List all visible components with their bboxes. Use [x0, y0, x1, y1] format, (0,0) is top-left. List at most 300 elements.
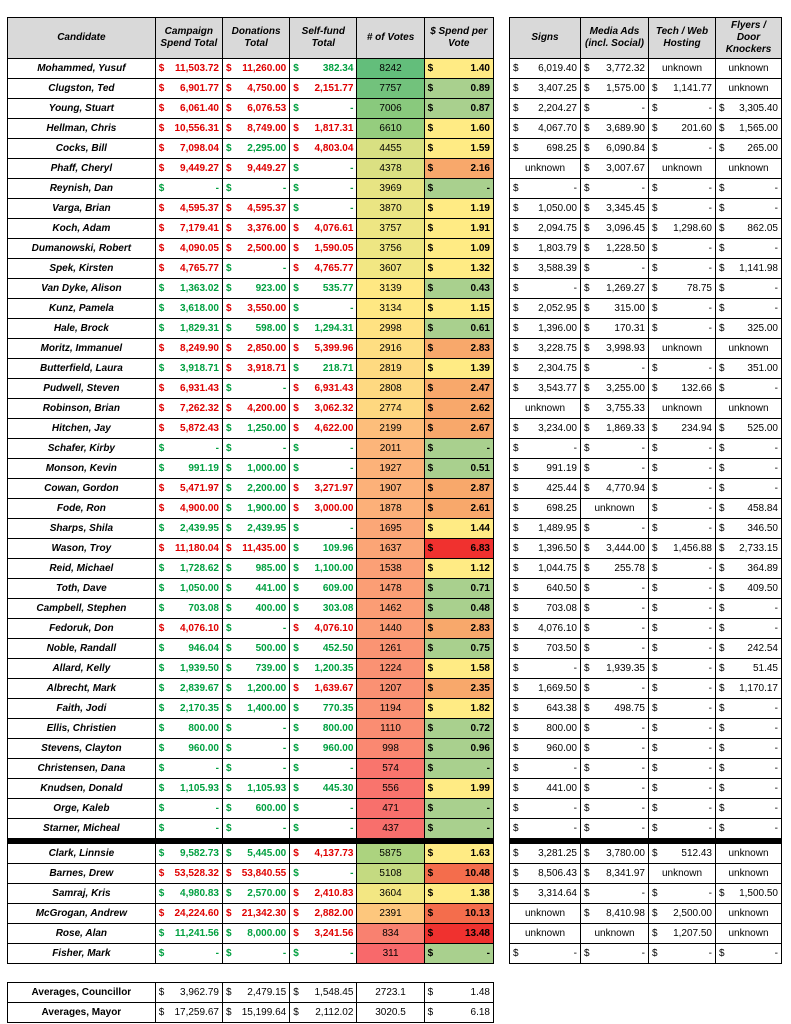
self-fund-cell: $ -: [290, 159, 357, 179]
tech-web-cell: $ -: [649, 819, 716, 839]
votes-cell: 5108: [357, 864, 424, 884]
spend-per-vote-cell: $ 2.87: [424, 479, 493, 499]
spend-per-vote-cell: $ 1.58: [424, 659, 493, 679]
tech-web-cell: $ -: [649, 179, 716, 199]
averages-row: [8, 983, 494, 1003]
media-ads-cell: $ -: [581, 799, 649, 819]
self-fund-cell: $ 2,151.77: [290, 79, 357, 99]
spend-per-vote-cell: $ 2.67: [424, 419, 493, 439]
votes-cell: 1462: [357, 599, 424, 619]
votes-cell: 311: [357, 944, 424, 964]
signs-cell: $ 441.00: [510, 779, 581, 799]
breakdown-row: [510, 844, 782, 864]
spend-per-vote-cell: $ 1.12: [424, 559, 493, 579]
candidate-name: Reid, Michael: [8, 559, 156, 579]
donations-cell: $ 400.00: [222, 599, 289, 619]
signs-cell: $ 3,314.64: [510, 884, 581, 904]
self-fund-cell: $ 535.77: [290, 279, 357, 299]
candidate-name: Cocks, Bill: [8, 139, 156, 159]
flyers-cell: $ 364.89: [716, 559, 782, 579]
header-signs: Signs: [510, 18, 581, 59]
donations-cell: $ -: [222, 379, 289, 399]
table-row: [8, 299, 494, 319]
campaign-spend-cell: $ 11,241.56: [155, 924, 222, 944]
flyers-cell: unknown: [716, 844, 782, 864]
campaign-spend-cell: $ 3,918.71: [155, 359, 222, 379]
breakdown-row: [510, 639, 782, 659]
table-row: [8, 439, 494, 459]
self-fund-cell: $ -: [290, 519, 357, 539]
spend-per-vote-cell: $ 0.72: [424, 719, 493, 739]
table-row: [8, 759, 494, 779]
spend-per-vote-cell: $ 1.15: [424, 299, 493, 319]
campaign-spend-cell: $ -: [155, 759, 222, 779]
self-fund-cell: $ 452.50: [290, 639, 357, 659]
tech-web-cell: $ -: [649, 679, 716, 699]
flyers-cell: $ -: [716, 759, 782, 779]
tech-web-cell: $ -: [649, 439, 716, 459]
signs-cell: $ 703.08: [510, 599, 581, 619]
tech-web-cell: unknown: [649, 399, 716, 419]
campaign-spend-cell: $ 4,595.37: [155, 199, 222, 219]
signs-cell: $ -: [510, 179, 581, 199]
campaign-spend-cell: $ 960.00: [155, 739, 222, 759]
media-ads-cell: $ 1,269.27: [581, 279, 649, 299]
candidate-name: Ellis, Christien: [8, 719, 156, 739]
donations-cell: $ 923.00: [222, 279, 289, 299]
spend-per-vote-cell: $ 2.61: [424, 499, 493, 519]
tech-web-cell: $ 512.43: [649, 844, 716, 864]
flyers-cell: $ 525.00: [716, 419, 782, 439]
average-don-cell: $ 2,479.15: [222, 983, 289, 1003]
tech-web-cell: $ -: [649, 239, 716, 259]
donations-cell: $ 2,295.00: [222, 139, 289, 159]
flyers-cell: $ 1,141.98: [716, 259, 782, 279]
table-row: [8, 139, 494, 159]
media-ads-cell: $ -: [581, 439, 649, 459]
donations-cell: $ 21,342.30: [222, 904, 289, 924]
tech-web-cell: $ -: [649, 944, 716, 964]
campaign-spend-cell: $ 1,829.31: [155, 319, 222, 339]
media-ads-cell: $ 3,345.45: [581, 199, 649, 219]
spend-per-vote-cell: $ 1.32: [424, 259, 493, 279]
spend-per-vote-cell: $ 13.48: [424, 924, 493, 944]
votes-cell: 1927: [357, 459, 424, 479]
table-row: [8, 699, 494, 719]
media-ads-cell: $ -: [581, 739, 649, 759]
spending-table: [7, 17, 494, 964]
breakdown-row: [510, 399, 782, 419]
table-row: [8, 179, 494, 199]
spend-per-vote-cell: $ -: [424, 179, 493, 199]
candidate-name: Rose, Alan: [8, 924, 156, 944]
breakdown-row: [510, 339, 782, 359]
candidate-name: Barnes, Drew: [8, 864, 156, 884]
donations-cell: $ 598.00: [222, 319, 289, 339]
flyers-cell: $ -: [716, 739, 782, 759]
campaign-spend-cell: $ 7,179.41: [155, 219, 222, 239]
donations-cell: $ 6,076.53: [222, 99, 289, 119]
donations-cell: $ 4,595.37: [222, 199, 289, 219]
signs-cell: $ -: [510, 944, 581, 964]
spend-per-vote-cell: $ 0.51: [424, 459, 493, 479]
signs-cell: $ 991.19: [510, 459, 581, 479]
media-ads-cell: $ -: [581, 579, 649, 599]
spend-per-vote-cell: $ 10.48: [424, 864, 493, 884]
donations-cell: $ 441.00: [222, 579, 289, 599]
table-row: [8, 924, 494, 944]
campaign-spend-cell: $ 9,449.27: [155, 159, 222, 179]
votes-cell: 3870: [357, 199, 424, 219]
table-row: [8, 459, 494, 479]
signs-cell: $ 800.00: [510, 719, 581, 739]
tech-web-cell: unknown: [649, 339, 716, 359]
candidate-name: Clugston, Ted: [8, 79, 156, 99]
spend-per-vote-cell: $ 0.48: [424, 599, 493, 619]
signs-cell: $ -: [510, 279, 581, 299]
header-spend-per-vote: $ Spend per Vote: [424, 18, 493, 59]
spend-per-vote-cell: $ 0.61: [424, 319, 493, 339]
campaign-spend-cell: $ 10,556.31: [155, 119, 222, 139]
table-row: [8, 399, 494, 419]
flyers-cell: $ 265.00: [716, 139, 782, 159]
votes-cell: 2808: [357, 379, 424, 399]
flyers-cell: $ 3,305.40: [716, 99, 782, 119]
tech-web-cell: $ 201.60: [649, 119, 716, 139]
self-fund-cell: $ 960.00: [290, 739, 357, 759]
breakdown-row: [510, 359, 782, 379]
table-row: [8, 579, 494, 599]
spend-per-vote-cell: $ 1.09: [424, 239, 493, 259]
signs-cell: $ 1,044.75: [510, 559, 581, 579]
spend-per-vote-cell: $ -: [424, 439, 493, 459]
campaign-spend-cell: $ -: [155, 944, 222, 964]
votes-cell: 8242: [357, 59, 424, 79]
spend-per-vote-cell: $ 0.89: [424, 79, 493, 99]
header-media-ads: Media Ads (incl. Social): [581, 18, 649, 59]
signs-cell: $ 640.50: [510, 579, 581, 599]
tech-web-cell: $ 132.66: [649, 379, 716, 399]
tech-web-cell: $ -: [649, 559, 716, 579]
votes-cell: 1695: [357, 519, 424, 539]
donations-cell: $ 5,445.00: [222, 844, 289, 864]
tech-web-cell: $ -: [649, 299, 716, 319]
table-row: [8, 99, 494, 119]
tech-web-cell: $ -: [649, 579, 716, 599]
tech-web-cell: $ 1,456.88: [649, 539, 716, 559]
self-fund-cell: $ 109.96: [290, 539, 357, 559]
breakdown-row: [510, 179, 782, 199]
spend-per-vote-cell: $ 0.87: [424, 99, 493, 119]
average-spv-cell: $ 6.18: [424, 1003, 493, 1023]
tech-web-cell: $ -: [649, 259, 716, 279]
donations-cell: $ 2,439.95: [222, 519, 289, 539]
tech-web-cell: unknown: [649, 159, 716, 179]
flyers-cell: unknown: [716, 399, 782, 419]
self-fund-cell: $ 1,294.31: [290, 319, 357, 339]
donations-cell: $ 2,850.00: [222, 339, 289, 359]
self-fund-cell: $ 6,931.43: [290, 379, 357, 399]
candidate-name: Robinson, Brian: [8, 399, 156, 419]
media-ads-cell: $ 170.31: [581, 319, 649, 339]
campaign-spend-cell: $ -: [155, 799, 222, 819]
self-fund-cell: $ 4,622.00: [290, 419, 357, 439]
self-fund-cell: $ 4,765.77: [290, 259, 357, 279]
breakdown-row: [510, 884, 782, 904]
spend-per-vote-cell: $ -: [424, 759, 493, 779]
signs-cell: unknown: [510, 399, 581, 419]
breakdown-row: [510, 904, 782, 924]
tech-web-cell: $ -: [649, 319, 716, 339]
flyers-cell: $ -: [716, 944, 782, 964]
self-fund-cell: $ -: [290, 799, 357, 819]
signs-cell: $ 2,052.95: [510, 299, 581, 319]
spend-per-vote-cell: $ -: [424, 819, 493, 839]
signs-cell: $ 1,396.00: [510, 319, 581, 339]
table-row: [8, 379, 494, 399]
donations-cell: $ 53,840.55: [222, 864, 289, 884]
votes-cell: 1194: [357, 699, 424, 719]
self-fund-cell: $ 382.34: [290, 59, 357, 79]
campaign-spend-cell: $ 7,098.04: [155, 139, 222, 159]
table-row: [8, 639, 494, 659]
votes-cell: 1207: [357, 679, 424, 699]
self-fund-cell: $ 800.00: [290, 719, 357, 739]
flyers-cell: unknown: [716, 159, 782, 179]
tech-web-cell: $ 1,141.77: [649, 79, 716, 99]
votes-cell: 1878: [357, 499, 424, 519]
signs-cell: $ 698.25: [510, 499, 581, 519]
table-row: [8, 199, 494, 219]
campaign-spend-cell: $ 1,363.02: [155, 279, 222, 299]
table-row: [8, 279, 494, 299]
tech-web-cell: $ -: [649, 599, 716, 619]
candidate-name: McGrogan, Andrew: [8, 904, 156, 924]
self-fund-cell: $ 3,000.00: [290, 499, 357, 519]
spend-per-vote-cell: $ 0.96: [424, 739, 493, 759]
signs-cell: $ 2,094.75: [510, 219, 581, 239]
tech-web-cell: $ -: [649, 799, 716, 819]
candidate-name: Samraj, Kris: [8, 884, 156, 904]
spend-per-vote-cell: $ 1.39: [424, 359, 493, 379]
donations-cell: $ -: [222, 944, 289, 964]
signs-cell: $ 703.50: [510, 639, 581, 659]
campaign-spend-cell: $ 1,939.50: [155, 659, 222, 679]
tech-web-cell: $ -: [649, 699, 716, 719]
table-row: [8, 419, 494, 439]
breakdown-row: [510, 924, 782, 944]
self-fund-cell: $ 3,271.97: [290, 479, 357, 499]
breakdown-row: [510, 759, 782, 779]
votes-cell: 3756: [357, 239, 424, 259]
campaign-spend-cell: $ 2,439.95: [155, 519, 222, 539]
flyers-cell: $ 2,733.15: [716, 539, 782, 559]
breakdown-row: [510, 719, 782, 739]
media-ads-cell: $ -: [581, 459, 649, 479]
candidate-name: Kunz, Pamela: [8, 299, 156, 319]
average-votes-cell: 2723.1: [357, 983, 424, 1003]
votes-cell: 5875: [357, 844, 424, 864]
spend-per-vote-cell: $ 10.13: [424, 904, 493, 924]
table-row: [8, 739, 494, 759]
media-ads-cell: $ -: [581, 599, 649, 619]
tech-web-cell: $ -: [649, 139, 716, 159]
media-ads-cell: $ 315.00: [581, 299, 649, 319]
donations-cell: $ 1,000.00: [222, 459, 289, 479]
signs-cell: $ 6,019.40: [510, 59, 581, 79]
tech-web-cell: $ -: [649, 719, 716, 739]
votes-cell: 2819: [357, 359, 424, 379]
average-self-cell: $ 2,112.02: [290, 1003, 357, 1023]
votes-cell: 574: [357, 759, 424, 779]
candidate-name: Hellman, Chris: [8, 119, 156, 139]
breakdown-row: [510, 819, 782, 839]
table-row: [8, 59, 494, 79]
breakdown-row: [510, 479, 782, 499]
spend-per-vote-cell: $ 2.83: [424, 619, 493, 639]
breakdown-row: [510, 579, 782, 599]
signs-cell: $ 1,050.00: [510, 199, 581, 219]
candidate-name: Toth, Dave: [8, 579, 156, 599]
donations-cell: $ 3,550.00: [222, 299, 289, 319]
candidate-name: Orge, Kaleb: [8, 799, 156, 819]
header-votes: # of Votes: [357, 18, 424, 59]
candidate-name: Wason, Troy: [8, 539, 156, 559]
signs-cell: $ 3,588.39: [510, 259, 581, 279]
flyers-cell: $ 242.54: [716, 639, 782, 659]
self-fund-cell: $ 303.08: [290, 599, 357, 619]
signs-cell: $ 425.44: [510, 479, 581, 499]
media-ads-cell: $ 1,939.35: [581, 659, 649, 679]
breakdown-row: [510, 139, 782, 159]
self-fund-cell: $ 1,817.31: [290, 119, 357, 139]
flyers-cell: $ -: [716, 619, 782, 639]
table-row: [8, 259, 494, 279]
table-row: [8, 159, 494, 179]
flyers-cell: $ -: [716, 779, 782, 799]
breakdown-row: [510, 79, 782, 99]
donations-cell: $ -: [222, 719, 289, 739]
signs-cell: $ 1,489.95: [510, 519, 581, 539]
flyers-cell: $ 862.05: [716, 219, 782, 239]
campaign-spend-cell: $ 1,105.93: [155, 779, 222, 799]
media-ads-cell: $ -: [581, 259, 649, 279]
signs-cell: $ 1,803.79: [510, 239, 581, 259]
flyers-cell: unknown: [716, 339, 782, 359]
signs-cell: $ 8,506.43: [510, 864, 581, 884]
media-ads-cell: $ 8,341.97: [581, 864, 649, 884]
average-spend-cell: $ 3,962.79: [155, 983, 222, 1003]
flyers-cell: $ 325.00: [716, 319, 782, 339]
breakdown-row: [510, 379, 782, 399]
donations-cell: $ -: [222, 439, 289, 459]
flyers-cell: $ 346.50: [716, 519, 782, 539]
donations-cell: $ 3,376.00: [222, 219, 289, 239]
self-fund-cell: $ 4,076.61: [290, 219, 357, 239]
donations-cell: $ 1,105.93: [222, 779, 289, 799]
self-fund-cell: $ -: [290, 179, 357, 199]
donations-cell: $ 8,749.00: [222, 119, 289, 139]
breakdown-row: [510, 559, 782, 579]
average-spend-cell: $ 17,259.67: [155, 1003, 222, 1023]
votes-cell: 6610: [357, 119, 424, 139]
breakdown-table-body: [510, 59, 782, 964]
breakdown-row: [510, 99, 782, 119]
votes-cell: 3757: [357, 219, 424, 239]
breakdown-table: [509, 17, 782, 964]
signs-cell: $ 3,228.75: [510, 339, 581, 359]
table-row: [8, 904, 494, 924]
donations-cell: $ -: [222, 179, 289, 199]
breakdown-row: [510, 679, 782, 699]
signs-cell: $ 698.25: [510, 139, 581, 159]
spend-per-vote-cell: $ 2.83: [424, 339, 493, 359]
votes-cell: 3134: [357, 299, 424, 319]
donations-cell: $ 8,000.00: [222, 924, 289, 944]
votes-cell: 4378: [357, 159, 424, 179]
campaign-spend-cell: $ 800.00: [155, 719, 222, 739]
candidate-name: Hitchen, Jay: [8, 419, 156, 439]
self-fund-cell: $ 770.35: [290, 699, 357, 719]
breakdown-row: [510, 119, 782, 139]
self-fund-cell: $ -: [290, 759, 357, 779]
tech-web-cell: $ -: [649, 639, 716, 659]
breakdown-row: [510, 944, 782, 964]
table-row: [8, 819, 494, 839]
spend-per-vote-cell: $ -: [424, 799, 493, 819]
donations-cell: $ 1,250.00: [222, 419, 289, 439]
signs-cell: unknown: [510, 924, 581, 944]
table-row: [8, 479, 494, 499]
spend-per-vote-cell: $ -: [424, 944, 493, 964]
flyers-cell: $ -: [716, 179, 782, 199]
averages-label: Averages, Councillor: [8, 983, 156, 1003]
self-fund-cell: $ -: [290, 439, 357, 459]
table-row: [8, 559, 494, 579]
flyers-cell: unknown: [716, 864, 782, 884]
breakdown-row: [510, 259, 782, 279]
spend-per-vote-cell: $ 0.71: [424, 579, 493, 599]
donations-cell: $ 1,400.00: [222, 699, 289, 719]
tech-web-cell: unknown: [649, 864, 716, 884]
table-row: [8, 79, 494, 99]
candidate-name: Hale, Brock: [8, 319, 156, 339]
average-self-cell: $ 1,548.45: [290, 983, 357, 1003]
flyers-cell: $ 351.00: [716, 359, 782, 379]
average-don-cell: $ 15,199.64: [222, 1003, 289, 1023]
signs-cell: $ -: [510, 799, 581, 819]
flyers-cell: $ -: [716, 279, 782, 299]
donations-cell: $ -: [222, 819, 289, 839]
flyers-cell: $ -: [716, 819, 782, 839]
campaign-spend-cell: $ 11,503.72: [155, 59, 222, 79]
candidate-name: Phaff, Cheryl: [8, 159, 156, 179]
breakdown-row: [510, 439, 782, 459]
donations-cell: $ 4,200.00: [222, 399, 289, 419]
self-fund-cell: $ -: [290, 299, 357, 319]
campaign-spend-cell: $ 5,872.43: [155, 419, 222, 439]
table-row: [8, 519, 494, 539]
votes-cell: 4455: [357, 139, 424, 159]
self-fund-cell: $ 445.30: [290, 779, 357, 799]
spend-per-vote-cell: $ 1.40: [424, 59, 493, 79]
votes-cell: 471: [357, 799, 424, 819]
media-ads-cell: $ 3,007.67: [581, 159, 649, 179]
table-row: [8, 239, 494, 259]
campaign-spend-cell: $ 3,618.00: [155, 299, 222, 319]
breakdown-row: [510, 159, 782, 179]
tech-web-cell: $ 78.75: [649, 279, 716, 299]
